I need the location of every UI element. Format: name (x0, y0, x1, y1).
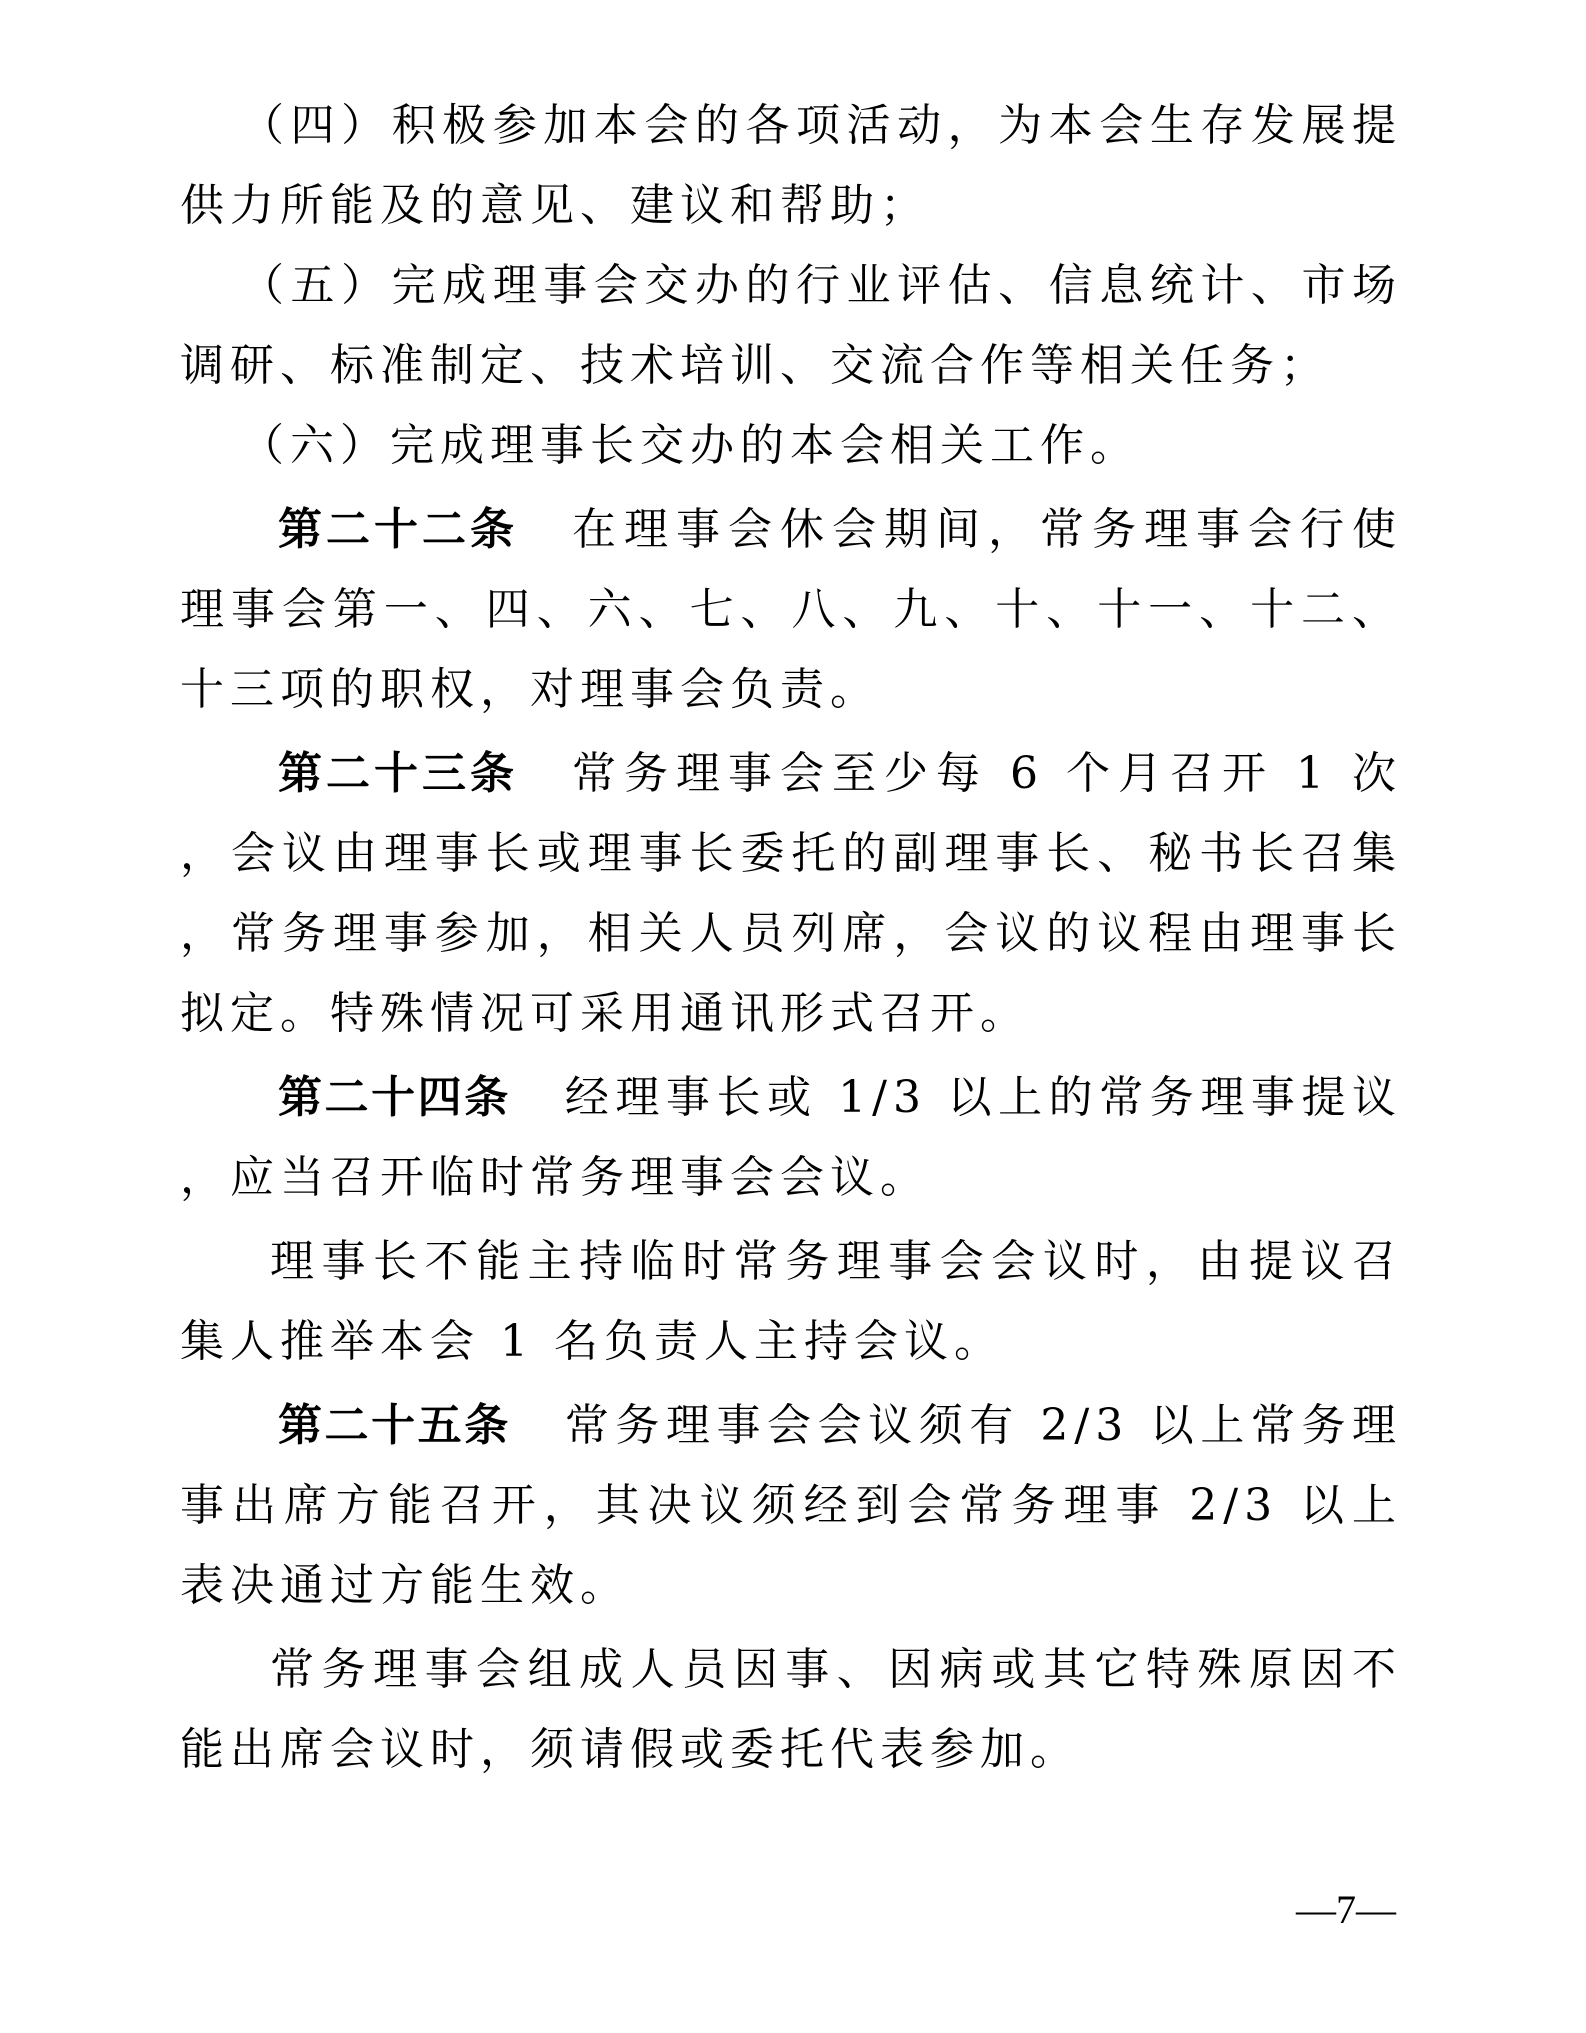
paragraph-text: （四）积极参加本会的各项活动，为本会生存发展提供力所能及的意见、建议和帮助； (180, 100, 1402, 231)
article-24-paragraph-2 (180, 1222, 1402, 1382)
article-text: 常务理事会至少每 6 个月召开 1 次，会议由理事长或理事长委托的副理事长、秘书长召集，常务理事参加，相关人员列席，会议的议程由理事长拟定。特殊情况可采用通讯形式召开。 (180, 748, 1402, 1039)
article-22 (180, 490, 1402, 730)
article-24 (180, 1058, 1402, 1218)
article-number: 第二十五条 (278, 1400, 511, 1451)
paragraph-text: 理事长不能主持临时常务理事会会议时，由提议召集人推举本会 1 名负责人主持会议。 (180, 1236, 1402, 1367)
page-number: —7— (1296, 1887, 1396, 1932)
paragraph-item-5 (180, 246, 1402, 406)
document-body (180, 86, 1402, 1790)
article-25 (180, 1386, 1402, 1626)
article-text: 经理事长或 1/3 以上的常务理事提议，应当召开临时常务理事会会议。 (180, 1072, 1402, 1203)
article-number: 第二十三条 (278, 748, 519, 799)
paragraph-item-6 (180, 406, 1402, 486)
article-number: 第二十二条 (278, 504, 518, 555)
article-25-paragraph-2 (180, 1630, 1402, 1790)
article-text: 常务理事会会议须有 2/3 以上常务理事出席方能召开，其决议须经到会常务理事 2/3 以上表决通过方能生效。 (180, 1400, 1402, 1611)
paragraph-text: （五）完成理事会交办的行业评估、信息统计、市场调研、标准制定、技术培训、交流合作等相关任务； (180, 260, 1402, 391)
article-text: 在理事会休会期间，常务理事会行使理事会第一、四、六、七、八、九、十、十一、十二、十三项的职权，对理事会负责。 (180, 504, 1402, 715)
paragraph-text: 常务理事会组成人员因事、因病或其它特殊原因不能出席会议时，须请假或委托代表参加。 (180, 1644, 1402, 1775)
paragraph-item-4 (180, 86, 1402, 246)
article-23 (180, 734, 1402, 1054)
article-number: 第二十四条 (278, 1072, 511, 1123)
paragraph-text: （六）完成理事长交办的本会相关工作。 (240, 420, 1140, 471)
